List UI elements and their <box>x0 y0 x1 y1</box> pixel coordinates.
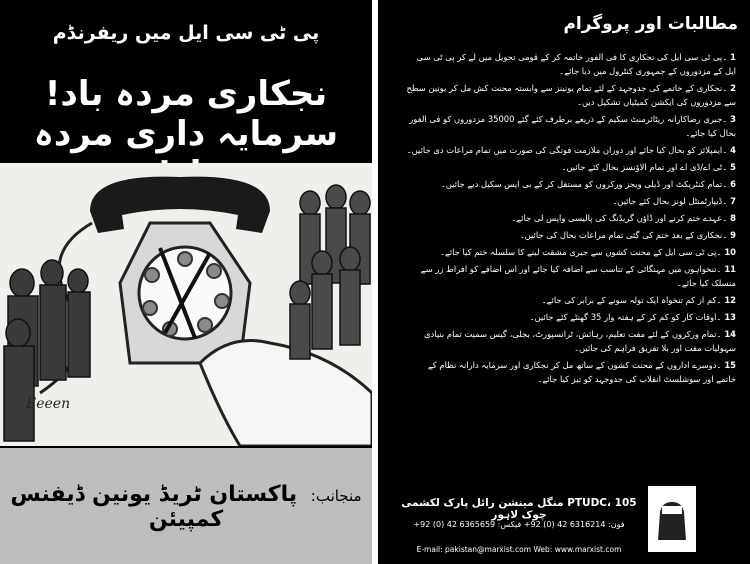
cartoon-illustration <box>0 163 372 446</box>
demand-text: ۔پی ٹی سی ایل کے محنت کشوں سے جبری مشقت لینے کا سلسلہ ختم کیا جائے۔ <box>439 247 722 257</box>
demand-item <box>406 245 736 259</box>
demand-item <box>406 358 736 386</box>
demand-item <box>406 310 736 324</box>
demand-number: 8 <box>730 213 736 223</box>
demand-text: ۔اوقات کار کو کم کر کے ہفتہ وار 35 گھنٹے کئے جائیں۔ <box>529 312 722 322</box>
demand-number: 14 <box>724 329 736 339</box>
demand-text: ۔نجکاری کے بعد ختم کی گئی تمام مراعات بحال کی جائیں۔ <box>519 230 728 240</box>
demand-item <box>406 228 736 242</box>
demand-number: 4 <box>730 145 736 155</box>
campaign-name <box>8 482 364 532</box>
poster-left-panel <box>0 0 372 564</box>
email-web: E-mail: pakistan@marxist.com Web: www.marxist.com <box>416 545 622 554</box>
subtitle: پی ٹی سی ایل میں ریفرنڈم <box>52 22 320 44</box>
demand-item <box>406 112 736 140</box>
demand-item <box>406 194 736 208</box>
campaign-title: پاکستان ٹریڈ یونین ڈیفنس کمپیئن <box>10 482 298 532</box>
demand-text: ۔کم از کم تنخواہ ایک تولہ سونے کے برابر کی جائے۔ <box>541 295 722 305</box>
headline-privatisation: نجکاری مردہ باد! <box>44 74 328 114</box>
demand-text: ۔تمام ورکروں کے لئے مفت تعلیم، رہائش، ٹرانسپورٹ، بجلی، گیس سمیت تمام بنیادی سہولیات مفت اور بلا تفریق فراہم کی جائیں۔ <box>424 329 736 353</box>
demand-text: ۔پی ٹی سی ایل کی نجکاری کا فی الفور خاتمہ کر کے قومی تحویل میں لے کر پی ٹی سی ایل کے مزدوروں کے جمہوری کنٹرول میں دیا جائے۔ <box>416 52 736 76</box>
demands-title: مطالبات اور پروگرام <box>563 14 738 34</box>
campaign-by-label: منجانب: <box>310 487 362 505</box>
demand-text: ۔جبری رضاکارانہ ریٹائرمنٹ سکیم کے ذریعے برطرف کئے گئے 35000 مزدوروں کو فی الفور بحال کیا جائے۔ <box>409 114 736 138</box>
demand-text: ۔عہدے ختم کرنے اور ڈاؤن گریڈنگ کی پالیسی واپس لی جائے۔ <box>511 213 728 223</box>
demand-item <box>406 81 736 109</box>
demand-item <box>406 262 736 290</box>
headline-capitalism: سرمایہ داری مردہ <box>33 114 339 154</box>
demand-text: ۔تنخواہوں میں مہنگائی کے تناسب سے اضافہ کیا جائے اور اس اضافے کو افراط زر سے منسلک کیا جائے۔ <box>420 264 736 288</box>
demand-number: 13 <box>724 312 736 322</box>
demand-number: 2 <box>730 83 736 93</box>
demand-number: 1 <box>730 52 736 62</box>
demand-number: 10 <box>724 247 736 257</box>
demand-number: 7 <box>730 196 736 206</box>
demand-item <box>406 160 736 174</box>
phone-fax: فون: 6316214 42 (0) 92+ فیکس: 6365659 42 (0) 92+ <box>413 520 625 529</box>
demand-item <box>406 211 736 225</box>
demand-item <box>406 50 736 78</box>
demand-item <box>406 177 736 191</box>
demand-text: ۔تمام کنٹریکٹ اور ڈیلی ویجز ورکروں کو مستقل کر کے بی ایس سکیل دیے جائیں۔ <box>440 179 728 189</box>
cartoon-caption: Eeeen <box>26 396 71 412</box>
demand-text: ۔دوسرے اداروں کے محنت کشوں کے ساتھ مل کر نجکاری اور سرمایہ دارانہ نظام کے خاتمے اور سوشلسٹ انقلاب کی جدوجہد کو تیز کیا جائے۔ <box>427 360 736 384</box>
demand-item <box>406 293 736 307</box>
demand-text: ۔ایمپلائز کو بحال کیا جائے اور دوران ملازمت فوتگی کی صورت میں تمام مراعات دی جائیں۔ <box>406 145 728 155</box>
demand-number: 15 <box>724 360 736 370</box>
fist-logo-icon <box>650 488 694 550</box>
demand-number: 12 <box>724 295 736 305</box>
address: PTUDC، 105 منگل مینشن رائل پارک لکشمی چوک لاہور <box>401 497 637 521</box>
demand-number: 6 <box>730 179 736 189</box>
demand-number: 11 <box>724 264 736 274</box>
demand-text: ۔نجکاری کے خاتمے کی جدوجہد کے لئے تمام یونینز سے وابستہ محنت کش مل کر یونین سطح سے مزدوروں کی ایکشن کمیٹیاں تشکیل دیں۔ <box>406 83 736 107</box>
demand-item <box>406 327 736 355</box>
demand-text: ۔ڈیپارٹمنٹل لونز بحال کئے جائیں۔ <box>612 196 728 206</box>
demand-item <box>406 143 736 157</box>
demand-text: ۔ٹی اے/ڈی اے اور تمام الاؤنسز بحال کئے جائیں۔ <box>561 162 728 172</box>
demand-number: 9 <box>730 230 736 240</box>
cartoon-drawing <box>0 163 372 446</box>
ptudc-logo <box>648 486 696 552</box>
demand-number: 3 <box>730 114 736 124</box>
demand-number: 5 <box>730 162 736 172</box>
demands-list <box>406 50 736 389</box>
